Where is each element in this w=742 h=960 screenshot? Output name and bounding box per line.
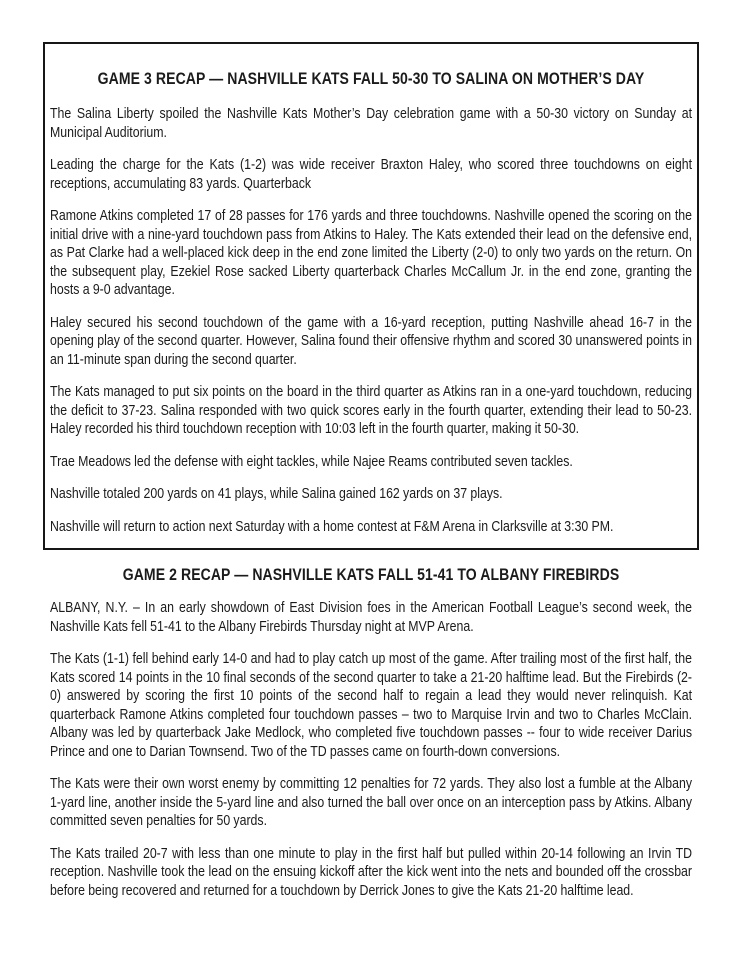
game2-paragraph-3: The Kats were their own worst enemy by committing 12 penalties for 72 yards. They also lost a fumble at the Albany 1-yard line, another inside the 5-yard line and also turned the ball over once on an interception pass by Atkins. Albany committed seven penalties for 50 yards. [50, 776, 693, 829]
game2-recap-title: GAME 2 RECAP — NASHVILLE KATS FALL 51-41 TO ALBANY FIREBIRDS [122, 566, 620, 584]
game3-recap-box [43, 42, 699, 550]
game3-paragraph-2: Leading the charge for the Kats (1-2) was wide receiver Braxton Haley, who scored three touchdowns on eight receptions, accumulating 83 yards. Quarterback [50, 157, 693, 192]
game3-paragraph-8: Nashville will return to action next Saturday with a home contest at F&M Arena in Clarksville at 3:30 PM. [50, 518, 614, 535]
game2-recap-section [43, 566, 699, 900]
game3-paragraph-6: Trae Meadows led the defense with eight tackles, while Najee Reams contributed seven tackles. [50, 453, 573, 470]
game3-paragraph-4: Haley secured his second touchdown of the game with a 16-yard reception, putting Nashville ahead 16-7 in the opening play of the second quarter. However, Salina found their offensive rhythm and scored 30 unanswered points in an 11-minute span during the second quarter. [50, 314, 693, 368]
game2-paragraph-2: The Kats (1-1) fell behind early 14-0 and had to play catch up most of the game. After trailing most of the first half, the Kats scored 14 points in the 10 final seconds of the second quarter to take a 21-20 halftime lead. But the Firebirds (2-0) answered by scoring the first 10 points of the second half to regain a lead they would never relinquish. Kat quarterback Ramone Atkins completed four touchdown passes – two to Marquise Irvin and two to Charles McClain. Albany was led by quarterback Jake Medlock, who completed five touchdown passes -- four to wide receiver Darius Prince and one to Darian Townsend. Two of the TD passes came on fourth-down conversions. [50, 651, 693, 760]
game2-paragraph-4: The Kats trailed 20-7 with less than one minute to play in the first half but pulled within 20-14 following an Irvin TD reception. Nashville took the lead on the ensuing kickoff after the kick went into the nets and bounded off the crossbar before being recovered and returned for a touchdown by Derrick Jones to give the Kats 21-20 halftime lead. [50, 845, 693, 899]
game3-paragraph-5: The Kats managed to put six points on the board in the third quarter as Atkins ran in a one-yard touchdown, reducing the deficit to 37-23. Salina responded with two quick scores early in the fourth quarter, extending their lead to 50-23. Haley recorded his third touchdown reception with 10:03 left in the fourth quarter, making it 50-30. [50, 384, 693, 437]
game3-paragraph-3: Ramone Atkins completed 17 of 28 passes for 176 yards and three touchdowns. Nashville opened the scoring on the initial drive with a nine-yard touchdown pass from Atkins to Haley. The Kats extended their lead on the defensive end, as Pat Clarke had a well-placed kick deep in the end zone limited the Liberty (2-0) to only two yards on the return. On the subsequent play, Ezekiel Rose sacked Liberty quarterback Charles McCallum Jr. in the end zone, granting the hosts a 9-0 advantage. [50, 208, 693, 298]
game2-paragraph-1: ALBANY, N.Y. – In an early showdown of East Division foes in the American Football League’s second week, the Nashville Kats fell 51-41 to the Albany Firebirds Thursday night at MVP Arena. [50, 600, 693, 635]
game3-paragraph-7: Nashville totaled 200 yards on 41 plays, while Salina gained 162 yards on 37 plays. [50, 486, 503, 502]
game3-recap-title: GAME 3 RECAP — NASHVILLE KATS FALL 50-30 TO SALINA ON MOTHER’S DAY [97, 70, 645, 88]
game3-recap-content [50, 70, 692, 536]
game2-recap-content [50, 566, 692, 900]
game3-paragraph-1: The Salina Liberty spoiled the Nashville Kats Mother’s Day celebration game with a 50-30 victory on Sunday at Municipal Auditorium. [50, 106, 693, 141]
